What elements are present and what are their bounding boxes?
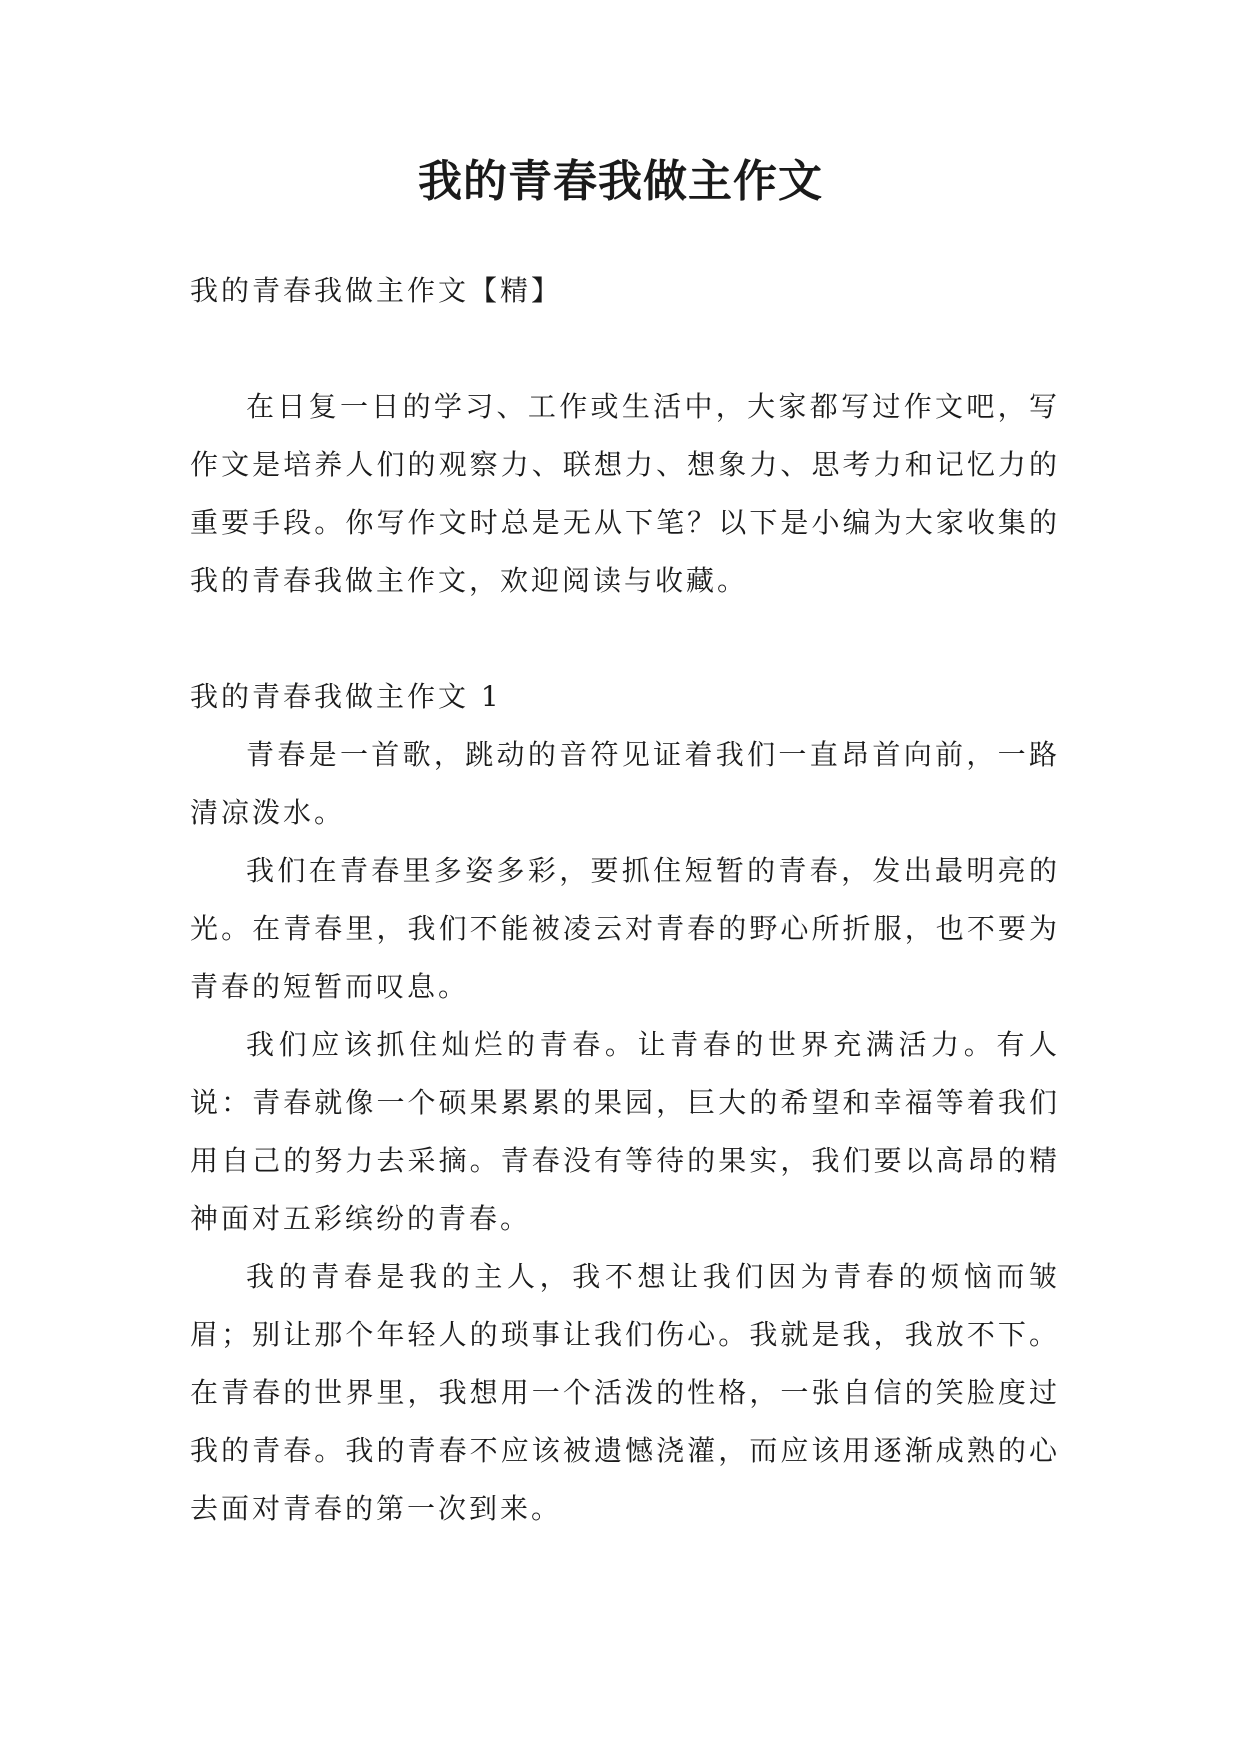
document-body xyxy=(190,262,1060,1538)
body-paragraph: 我们应该抓住灿烂的青春。让青春的世界充满活力。有人说：青春就像一个硕果累累的果园，巨大的希望和幸福等着我们用自己的努力去采摘。青春没有等待的果实，我们要以高昂的精神面对五彩缤纷的青春。 xyxy=(190,1028,1060,1235)
intro-paragraph: 在日复一日的学习、工作或生活中，大家都写过作文吧，写作文是培养人们的观察力、联想力、想象力、思考力和记忆力的重要手段。你写作文时总是无从下笔？以下是小编为大家收集的我的青春我做主作文，欢迎阅读与收藏。 xyxy=(190,390,1060,597)
body-paragraph: 我们在青春里多姿多彩，要抓住短暂的青春，发出最明亮的光。在青春里，我们不能被凌云对青春的野心所折服，也不要为青春的短暂而叹息。 xyxy=(190,854,1060,1003)
document-subtitle: 我的青春我做主作文【精】 xyxy=(190,274,563,307)
body-paragraph: 青春是一首歌，跳动的音符见证着我们一直昂首向前，一路清凉泼水。 xyxy=(190,738,1060,829)
document-title: 我的青春我做主作文 xyxy=(418,156,823,207)
body-paragraph: 我的青春是我的主人，我不想让我们因为青春的烦恼而皱眉；别让那个年轻人的琐事让我们伤心。我就是我，我放不下。在青春的世界里，我想用一个活泼的性格，一张自信的笑脸度过我的青春。我的青春不应该被遗憾浇灌，而应该用逐渐成熟的心去面对青春的第一次到来。 xyxy=(190,1260,1060,1525)
section-heading: 我的青春我做主作文 1 xyxy=(190,680,502,713)
essay-section xyxy=(190,668,1060,1538)
